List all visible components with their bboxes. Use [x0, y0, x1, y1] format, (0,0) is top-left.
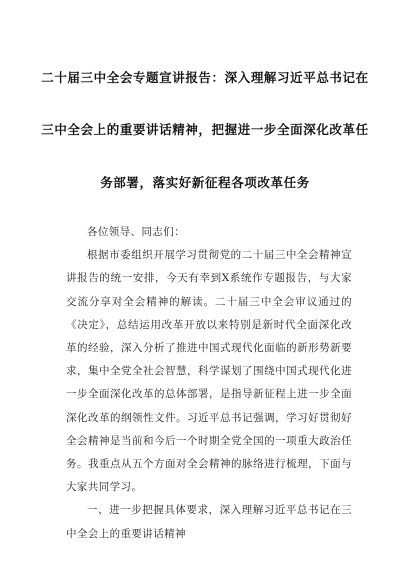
body-paragraph-1: 根据市委组织开展学习贯彻党的二十届三中全会精神宣讲报告的统一安排，今天有幸到X系统作专题报告，与大家交流分享对全会精神的解读。二十届三中全会审议通过的《决定》，总结运用改革开放以来特别是新时代全面深化改革的经验，深入分析了推进中国式现代化面临的新形势新要求，集中全党全社会智慧，科学谋划了围绕中国式现代化进一步全面深化改革的总体部署，是指导新征程上进一步全面深化改革的纲领性文件。习近平总书记强调，学习好贯彻好全会精神是当前和今后一个时期全党全国的一项重大政治任务。我重点从五个方面对全会精神的脉络进行梳理，下面与大家共同学习。: [66, 249, 352, 494]
document-title-line-3: 务部署，落实好新征程各项改革任务: [100, 175, 310, 190]
salutation: 各位领导、同志们：: [87, 226, 186, 238]
document-title-line-1: 二十届三中全会专题宣讲报告：深入理解习近平总书记在: [41, 70, 369, 85]
document-body: [66, 221, 352, 546]
document-title-line-2: 三中全会上的重要讲话精神，把握进一步全面深化改革任: [41, 122, 369, 137]
section-heading-1: 一、进一步把握具体要求，深入理解习近平总书记在三中全会上的重要讲话精神: [66, 504, 352, 540]
